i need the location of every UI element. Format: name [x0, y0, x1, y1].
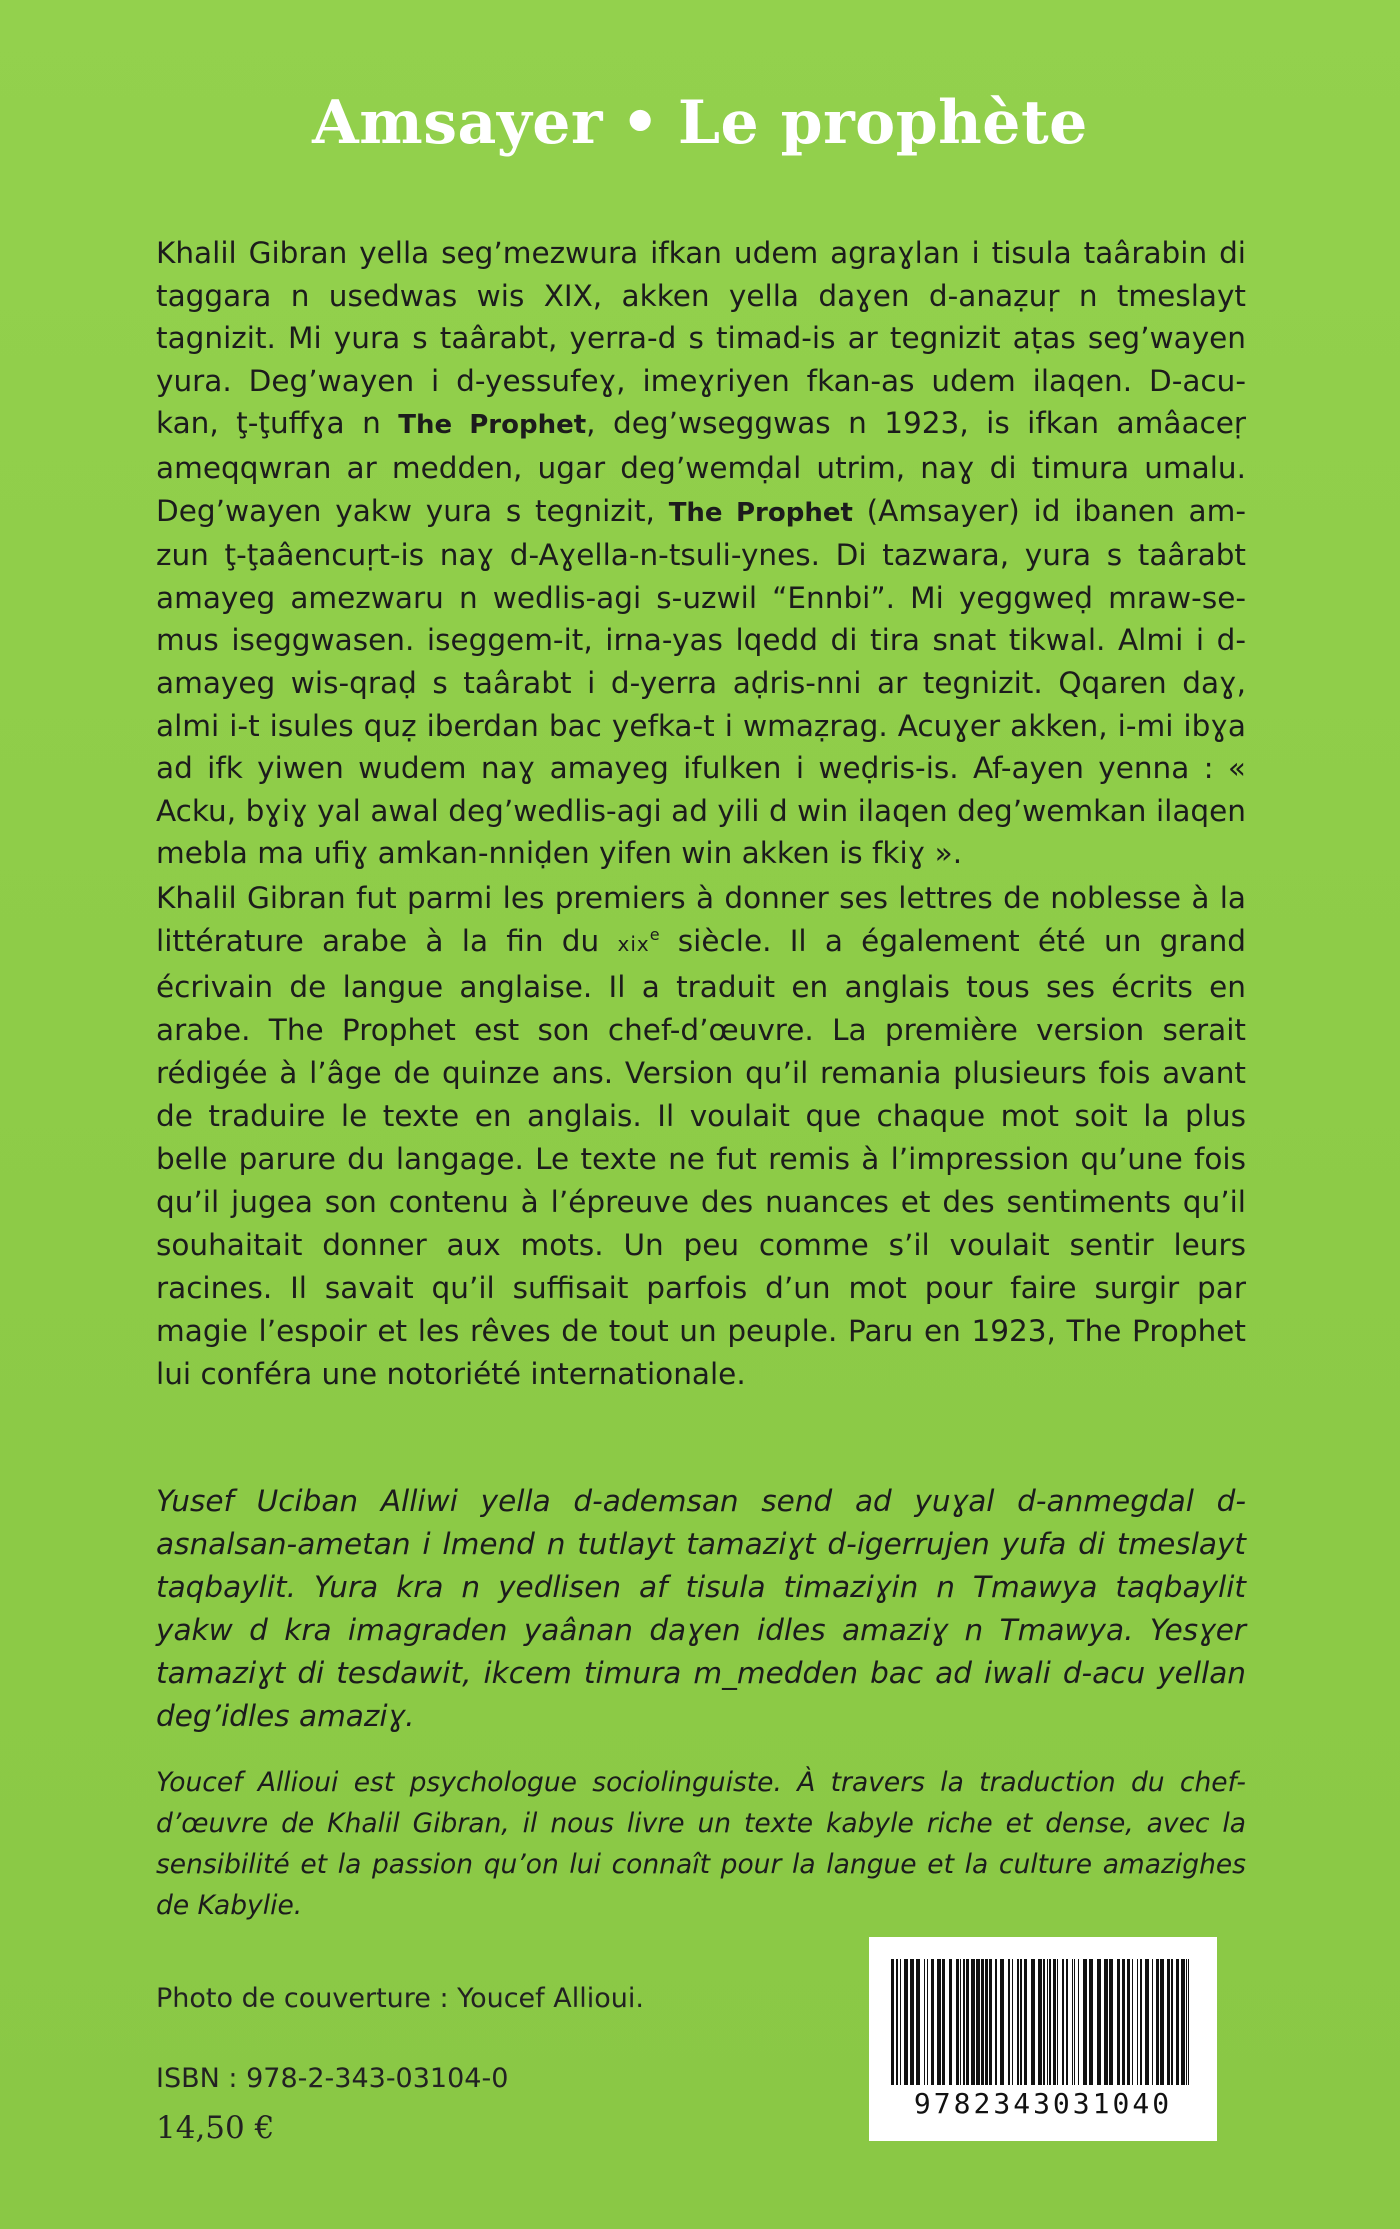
barcode-bar	[971, 1959, 975, 2085]
barcode-bar	[1132, 1959, 1133, 2085]
barcode-bar	[1066, 1959, 1068, 2085]
barcode-bar	[1053, 1959, 1056, 2085]
photo-credit: Photo de couverture : Youcef Allioui.	[156, 1983, 644, 2014]
barcode-bar	[1020, 1959, 1022, 2085]
barcode-bar	[927, 1959, 928, 2085]
barcode-bar	[1167, 1959, 1170, 2085]
barcode-bar	[1074, 1959, 1075, 2085]
barcode-bar	[1017, 1959, 1019, 2085]
barcode-bar	[1031, 1959, 1035, 2085]
barcode-bar	[1171, 1959, 1173, 2085]
barcode-bar	[1083, 1959, 1087, 2085]
barcode-bar	[942, 1959, 945, 2085]
barcode-bar	[1109, 1959, 1113, 2085]
barcode-bar	[1186, 1959, 1187, 2085]
title-kabyle: Amsayer	[312, 88, 603, 158]
barcode-bar	[1137, 1959, 1138, 2085]
barcode-bar	[1000, 1959, 1004, 2085]
barcode-bar	[1145, 1959, 1149, 2085]
barcode-bar	[1078, 1959, 1079, 2085]
barcode-bar	[960, 1959, 961, 2085]
barcode-bar	[1072, 1959, 1073, 2085]
barcode-bar	[1176, 1959, 1179, 2085]
barcode-bar	[1012, 1959, 1013, 2085]
barcode-bar	[1122, 1959, 1125, 2085]
barcode-bar	[956, 1959, 959, 2085]
barcode-bar	[949, 1959, 952, 2085]
barcode-bar	[896, 1959, 898, 2085]
title-separator: •	[621, 88, 660, 158]
barcode-bar	[1047, 1959, 1048, 2085]
french-blurb	[156, 877, 1246, 1396]
barcode-bar	[963, 1959, 965, 2085]
price: 14,50 €	[156, 2110, 275, 2146]
barcode-bar	[985, 1959, 988, 2085]
barcode-bars-icon	[889, 1959, 1197, 2085]
barcode-bar	[1140, 1959, 1142, 2085]
barcode-bar	[966, 1959, 969, 2085]
barcode-bar	[1049, 1959, 1051, 2085]
barcode-bar	[1152, 1959, 1153, 2085]
french-blurb-part-2: siècle. Il a également été un grand écrivain de langue anglaise. Il a traduit en anglais tous ses écrits en arabe. The Prophet est son chef-d’œuvre. La première version serait rédigée à l’âge de quinze ans. Version qu’il remania plusieurs fois avant de traduire le texte en anglais. Il voulait que chaque mot soit la plus belle parure du langage. Le texte ne fut remis à l’impression qu’une fois qu’il jugea son contenu à l’épreuve des nuances et des sentiments qu’il souhaitait donner aux mots. Un peu comme s’il voulait sentir leurs racines. Il savait qu’il suffisait parfois d’un mot pour faire surgir par magie l’espoir et les rêves de tout un peuple. Paru en 1923, The Prophet lui conféra une notoriété internationale.	[156, 924, 1246, 1391]
barcode-bar	[1160, 1959, 1164, 2085]
barcode-bar	[1127, 1959, 1130, 2085]
isbn: ISBN : 978-2-343-03104-0	[156, 2063, 509, 2094]
book-title-english: The Prophet	[398, 410, 587, 441]
author-bio-french: Youcef Allioui est psychologue sociolinguiste. À travers la traduction du chef-d’œuvre de Khalil Gibran, il nous livre un texte kabyle riche et dense, avec la sensibilité et la passion qu’on lui connaît pour la langue et la culture amazighes de Kabylie.	[156, 1767, 1246, 1921]
barcode-bar	[1104, 1959, 1108, 2085]
barcode-bar	[1089, 1959, 1093, 2085]
barcode-digits: 9782343031040	[913, 2087, 1173, 2120]
barcode-bar	[1057, 1959, 1058, 2085]
barcode-bar	[900, 1959, 901, 2085]
barcode-bar	[1062, 1959, 1064, 2085]
barcode-bar	[904, 1959, 908, 2085]
author-bio-kabyle: Yusef Uciban Alliwi yella d-ademsan send ad yuɣal d-anmegdal d-asnalsan-ametan i lmend n tutlayt tamaziɣt d-igerrujen yufa di tmeslayt taqbaylit. Yura kra n yedlisen af tisula timaziɣin n Tmawya taqbaylit yakw d kra imagraden yaânan daɣen idles amaziɣ n Tmawya. Yesɣer tamaziɣt di tesdawit, ikcem timura m_medden bac ad iwali d-acu yellan deg’idles amaziɣ.	[156, 1484, 1246, 1733]
barcode-bar	[891, 1959, 894, 2085]
barcode	[869, 1937, 1217, 2141]
kabyle-blurb-part-2: , deg’wseggwas n 1923, is ifkan amâaceṛ ameqqwran ar medden, ugar deg’wemḍal utrim, naɣ di timura umalu. Deg’wayen yakw yura s tegnizit,	[156, 406, 1247, 528]
barcode-bar	[910, 1959, 914, 2085]
barcode-bar	[1181, 1959, 1185, 2085]
kabyle-blurb-part-3: (Amsayer) id ibanen am-zun ţ-ţaâencuṛt-is naɣ d-Aɣella-n-tsuli-ynes. Di tazwara, yura s taârabt amayeg amezwaru n wedlis-agi s-uzwil “Ennbi”. Mi yeggweḍ mraw-se-mus iseggwasen. iseggem-it, irna-yas lqedd di tira snat tikwal. Almi i d-amayeg wis-qraḍ s taârabt i d-yerra aḍris-nni ar tegnizit. Qqaren daɣ, almi i-t isules quẓ iberdan bac yefka-t i wmaẓrag. Acuɣer akken, i-mi ibɣa ad ifk yiwen wudem naɣ amayeg ifulken i weḍris-is. Af-ayen yenna : « Acku, bɣiɣ yal awal deg’wedlis-agi ad yili d win ilaqen deg’wemkan ilaqen mebla ma ufiɣ amkan-nniḍen yifen win akken is fkiɣ ».	[156, 493, 1246, 871]
barcode-bar	[981, 1959, 984, 2085]
page-title	[0, 88, 1400, 158]
barcode-bar	[1156, 1959, 1159, 2085]
barcode-bar	[1117, 1959, 1120, 2085]
kabyle-blurb	[156, 232, 1246, 875]
barcode-bar	[995, 1959, 997, 2085]
century-superscript: e	[649, 925, 660, 945]
barcode-bar	[976, 1959, 980, 2085]
book-title-english: The Prophet	[668, 497, 853, 528]
title-french: Le prophète	[677, 88, 1088, 158]
barcode-bar	[989, 1959, 992, 2085]
french-blurb-part-1: Khalil Gibran fut parmi les premiers à donner ses lettres de noblesse à la littérature arabe à la fin du	[156, 881, 1246, 958]
century-numeral: xix	[617, 932, 650, 956]
barcode-bar	[1008, 1959, 1010, 2085]
barcode-bar	[937, 1959, 941, 2085]
barcode-bar	[924, 1959, 925, 2085]
barcode-bar	[1097, 1959, 1101, 2085]
barcode-bar	[931, 1959, 934, 2085]
barcode-bar	[1188, 1959, 1189, 2085]
barcode-bar	[1038, 1959, 1042, 2085]
barcode-bar	[916, 1959, 920, 2085]
kabyle-blurb-part-1: Khalil Gibran yella seg’mezwura ifkan udem agraɣlan i tisula taârabin di taggara n usedwas wis XIX, akken yella daɣen d-anaẓuṛ n tmeslayt tagnizit. Mi yura s taârabt, yerra-d s timad-is ar tegnizit aṭas seg’wayen yura. Deg’wayen i d-yessufeɣ, imeɣriyen fkan-as udem ilaqen. D-acu-kan, ţ-ţuffɣa n	[156, 236, 1246, 441]
barcode-bar	[1024, 1959, 1027, 2085]
barcode-bar	[1043, 1959, 1045, 2085]
